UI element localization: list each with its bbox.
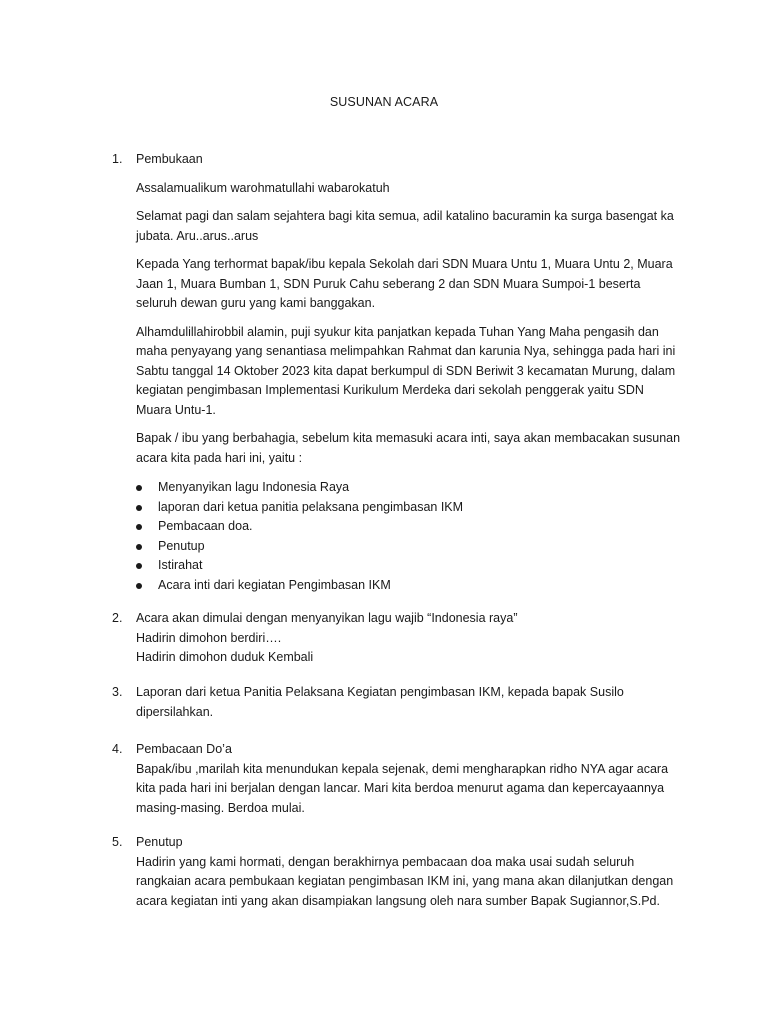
bullet-icon — [136, 544, 142, 550]
list-item: Penutup — [136, 537, 682, 557]
list-item: laporan dari ketua panitia pelaksana pengimbasan IKM — [136, 498, 682, 518]
paragraph-greeting: Assalamualikum warohmatullahi wabarokatuh — [136, 180, 390, 195]
paragraph-opening: Selamat pagi dan salam sejahtera bagi kita semua, adil katalino bacuramin ka surga basengat ka jubata. Aru..arus..arus — [136, 209, 674, 243]
section-line: Hadirin dimohon berdiri…. — [136, 630, 282, 645]
section-2 — [112, 609, 682, 668]
list-item: Istirahat — [136, 556, 682, 576]
section-1 — [112, 150, 682, 595]
section-heading: Pembacaan Do’a — [136, 742, 232, 756]
list-item: Menyanyikan lagu Indonesia Raya — [136, 478, 682, 498]
section-4 — [112, 740, 682, 818]
section-3 — [112, 683, 682, 722]
document-title: SUSUNAN ACARA — [329, 95, 439, 109]
section-text: Hadirin yang kami hormati, dengan berakhirnya pembacaan doa maka usai sudah seluruh rangkaian acara pembukaan kegiatan pengimbasan IKM ini, yang mana akan dilanjutkan dengan acara kegiatan inti yang akan disampiakan langsung oleh nara sumber Bapak Sugiannor,S.Pd. — [136, 854, 674, 908]
paragraph-respected: Kepada Yang terhormat bapak/ibu kepala Sekolah dari SDN Muara Untu 1, Muara Untu 2, Muara Jaan 1, Muara Bumban 1, SDN Puruk Cahu seberang 2 dan SDN Muara Sumpoi-1 beserta seluruh dewan guru yang kami banggakan. — [136, 257, 673, 310]
section-number: 2. — [112, 611, 123, 625]
bullet-icon — [136, 583, 142, 589]
section-line: Hadirin dimohon duduk Kembali — [136, 650, 314, 664]
section-line: Acara akan dimulai dengan menyanyikan lagu wajib “Indonesia raya” — [136, 611, 518, 625]
list-item: Acara inti dari kegiatan Pengimbasan IKM — [136, 576, 682, 596]
bullet-icon — [136, 505, 142, 511]
bullet-icon — [136, 485, 142, 491]
section-number: 4. — [112, 742, 123, 756]
section-number: 5. — [112, 835, 123, 849]
section-heading: Pembukaan — [136, 152, 203, 166]
section-number: 3. — [112, 685, 123, 699]
section-text: Laporan dari ketua Panitia Pelaksana Kegiatan pengimbasan IKM, kepada bapak Susilo dipersilahkan. — [136, 685, 624, 719]
list-item: Pembacaan doa. — [136, 517, 682, 537]
section-number: 1. — [112, 152, 123, 166]
paragraph-gratitude: Alhamdulillahirobbil alamin, puji syukur kita panjatkan kepada Tuhan Yang Maha pengasih dan maha penyayang yang senantiasa melimpahkan Rahmat dan karunia Nya, sehingga pada hari ini Sabtu tanggal 14 Oktober 2023 kita dapat berkumpul di SDN Beriwit 3 kecamatan Murung, dalam kegiatan pengimbasan Implementasi Kurikulum Merdeka dari sekolah penggerak yaitu SDN Muara Untu-1. — [136, 324, 676, 417]
section-5 — [112, 833, 682, 911]
section-text: Bapak/ibu ,marilah kita menundukan kepala sejenak, demi mengharapkan ridho NYA agar acara kita pada hari ini berjalan dengan lancar. Mari kita berdoa menurut agama dan kepercayaannya masing-masing. Berdoa mulai. — [136, 761, 669, 815]
agenda-list — [112, 478, 682, 595]
bullet-icon — [136, 563, 142, 569]
paragraph-agenda-intro: Bapak / ibu yang berbahagia, sebelum kita memasuki acara inti, saya akan membacakan susunan acara kita pada hari ini, yaitu : — [136, 431, 681, 465]
bullet-icon — [136, 524, 142, 530]
section-heading: Penutup — [136, 835, 183, 849]
